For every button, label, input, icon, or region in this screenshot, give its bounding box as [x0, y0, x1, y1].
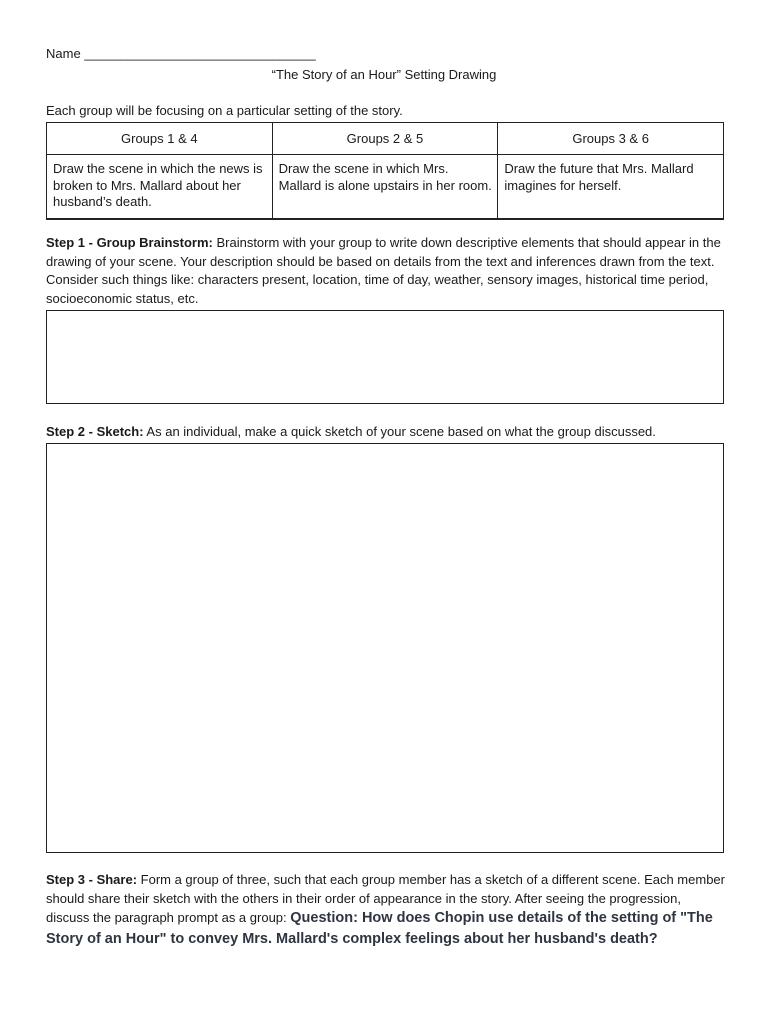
step2-text: As an individual, make a quick sketch of your scene based on what the group discussed. — [143, 424, 656, 439]
groups-table — [46, 122, 724, 220]
name-blank[interactable]: ________________________________ — [84, 46, 316, 61]
question-prompt: Question: How does Chopin use details of the setting of "The Story of an Hour" to convey Mrs. Mallard's complex feelings about her husband's death? — [46, 910, 713, 948]
step1-heading: Step 1 - Group Brainstorm: — [46, 235, 213, 250]
page-title: “The Story of an Hour” Setting Drawing — [271, 67, 497, 82]
step3-heading: Step 3 - Share: — [46, 872, 138, 887]
step1-text: Brainstorm with your group to write down descriptive elements that should appear in the drawing of your scene. Your description should be based on details from the text and inferences drawn from the text. Consider such things like: characters present, location, time of day, weather, sensory images, historical time period, socioeconomic status, etc. — [46, 235, 721, 306]
step2-heading: Step 2 - Sketch: — [46, 424, 144, 439]
table-row — [47, 155, 724, 220]
brainstorm-box[interactable] — [46, 310, 724, 404]
step3-instructions — [46, 871, 726, 950]
table-header-cell: Groups 3 & 6 — [498, 123, 724, 155]
table-header-cell: Groups 2 & 5 — [272, 123, 498, 155]
step3-text: Form a group of three, such that each group member has a sketch of a different scene. Each member should share their sketch with the others in their order of appearance in the story. After seeing the progression, discuss the paragraph prompt as a group: — [46, 872, 725, 926]
name-label: Name — [46, 46, 81, 61]
table-cell: Draw the future that Mrs. Mallard imagines for herself. — [498, 155, 724, 220]
sketch-box[interactable] — [46, 443, 724, 853]
table-header-cell: Groups 1 & 4 — [47, 123, 273, 155]
name-field-line — [46, 46, 316, 61]
table-cell: Draw the scene in which Mrs. Mallard is alone upstairs in her room. — [272, 155, 498, 220]
intro-text: Each group will be focusing on a particular setting of the story. — [46, 103, 403, 118]
step1-instructions — [46, 234, 726, 308]
step2-instructions — [46, 423, 726, 442]
table-cell: Draw the scene in which the news is broken to Mrs. Mallard about her husband’s death. — [47, 155, 273, 220]
table-header-row — [47, 123, 724, 155]
